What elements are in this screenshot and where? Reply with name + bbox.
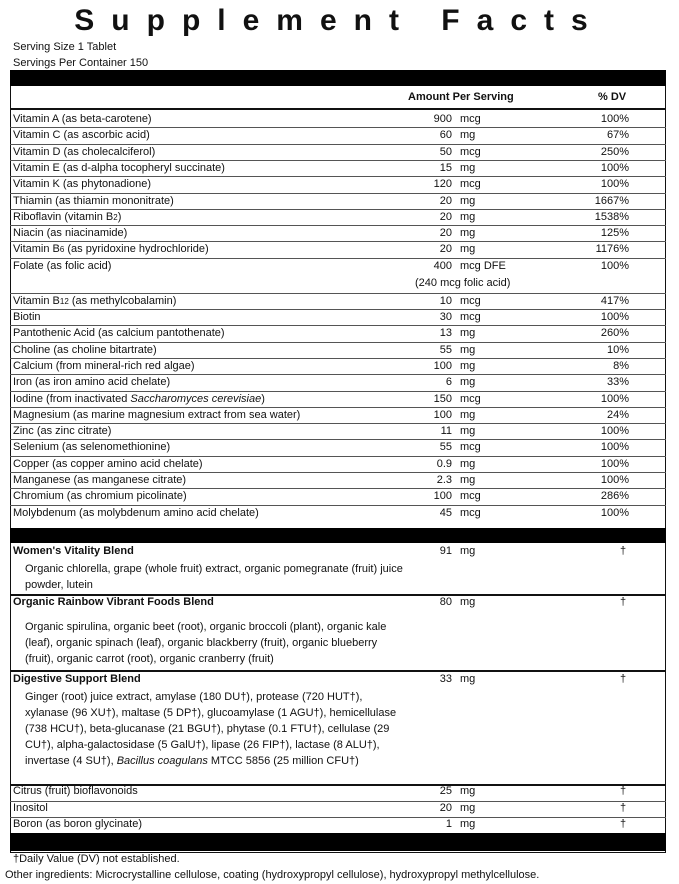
nutrient-unit: mg <box>460 129 476 142</box>
ingredient-amount: 25 <box>439 785 452 797</box>
nutrient-unit: mcg <box>460 178 481 191</box>
dv-header: % DV <box>598 91 627 103</box>
row-divider <box>10 407 666 408</box>
nutrient-amount: 100 <box>433 359 452 372</box>
row-divider <box>10 325 666 326</box>
nutrient-unit: mcg <box>460 490 481 503</box>
blend-amount: 33 <box>439 673 452 685</box>
nutrient-amount: 400 <box>433 259 452 272</box>
nutrient-amount: 0.9 <box>436 457 452 470</box>
nutrient-dv: 100% <box>600 178 629 191</box>
nutrient-dv: 100% <box>600 506 629 519</box>
dagger-symbol: † <box>620 818 627 830</box>
nutrient-unit: mg <box>460 408 476 421</box>
row-divider <box>10 423 666 424</box>
row-divider <box>10 160 666 161</box>
nutrient-unit: mcg <box>460 145 481 158</box>
ingredient-amount: 20 <box>439 801 452 814</box>
nutrient-unit: mcg DFE <box>460 259 506 272</box>
nutrient-dv: 125% <box>600 227 629 240</box>
nutrient-unit: mcg <box>460 441 481 454</box>
nutrient-unit: mcg <box>460 392 481 405</box>
nutrient-unit: mg <box>460 194 476 207</box>
nutrient-dv: 100% <box>600 392 629 405</box>
nutrient-amount: 11 <box>440 425 452 438</box>
nutrient-name: Selenium (as selenomethionine) <box>13 441 171 454</box>
nutrient-unit: mg <box>460 227 476 240</box>
thick-divider <box>10 528 666 543</box>
nutrient-dv: 8% <box>613 359 629 372</box>
ingredient-name: Boron (as boron glycinate) <box>13 818 143 830</box>
nutrient-unit: mg <box>460 425 476 438</box>
nutrient-dv: 1538% <box>594 210 629 223</box>
nutrient-dv: 100% <box>600 259 629 272</box>
nutrient-dv: 33% <box>606 376 629 389</box>
dagger-symbol: † <box>620 801 627 814</box>
row-divider <box>10 293 666 294</box>
nutrient-amount: 6 <box>445 376 452 389</box>
nutrient-name: Magnesium (as marine magnesium extract from sea water) <box>13 408 301 421</box>
row-divider <box>10 456 666 457</box>
nutrient-amount: 45 <box>439 506 452 519</box>
nutrient-unit: mcg <box>460 311 481 323</box>
nutrient-dv: 100% <box>600 161 629 174</box>
blend-name: Women's Vitality Blend <box>13 545 134 557</box>
dagger-symbol: † <box>620 596 627 608</box>
nutrient-dv: 24% <box>606 408 629 421</box>
blend-name: Digestive Support Blend <box>13 673 141 685</box>
row-divider <box>10 505 666 506</box>
nutrient-unit: mg <box>460 343 476 356</box>
blend-description: Organic spirulina, organic beet (root), organic broccoli (plant), organic kale (leaf), organic spinach (leaf), organic blackberry (fruit), organic blueberry (fruit), organic carrot (root), organic cranberry (fruit) <box>25 621 387 665</box>
nutrient-dv: 250% <box>600 145 629 158</box>
nutrient-amount: 100 <box>433 490 452 503</box>
nutrient-amount: 20 <box>439 227 452 240</box>
nutrient-amount: 55 <box>439 441 452 454</box>
nutrient-name: Biotin <box>13 311 41 323</box>
row-divider <box>10 127 666 128</box>
nutrient-unit: mg <box>460 210 476 223</box>
dagger-symbol: † <box>620 545 627 557</box>
nutrient-amount: 900 <box>433 113 452 125</box>
nutrient-name: Folate (as folic acid) <box>13 259 112 272</box>
ingredient-unit: mg <box>460 785 476 797</box>
nutrient-amount: 150 <box>433 392 452 405</box>
nutrient-dv: 100% <box>600 311 629 323</box>
row-divider <box>10 241 666 242</box>
ingredient-name: Citrus (fruit) bioflavonoids <box>13 785 138 797</box>
nutrient-unit: mg <box>460 243 476 256</box>
blend-unit: mg <box>460 673 476 685</box>
nutrient-unit: mg <box>460 359 476 372</box>
nutrient-dv: 10% <box>606 343 629 356</box>
nutrient-amount: 20 <box>439 243 452 256</box>
serving-size: Serving Size 1 Tablet <box>13 41 117 53</box>
dagger-symbol: † <box>620 673 627 685</box>
nutrient-amount: 13 <box>439 327 452 340</box>
blend-description: Organic chlorella, grape (whole fruit) extract, organic pomegranate (fruit) juice powder, lutein <box>25 563 403 591</box>
nutrient-amount: 20 <box>439 210 452 223</box>
nutrient-amount: 20 <box>439 194 452 207</box>
servings-per-container: Servings Per Container 150 <box>13 57 149 69</box>
nutrient-name: Copper (as copper amino acid chelate) <box>13 457 203 470</box>
footnote: †Daily Value (DV) not established. <box>13 853 180 865</box>
nutrient-amount: 2.3 <box>436 474 452 486</box>
nutrient-name: Vitamin B6 (as pyridoxine hydrochloride) <box>13 243 209 256</box>
nutrient-amount: 50 <box>439 145 452 158</box>
nutrient-dv: 100% <box>600 441 629 454</box>
nutrient-dv: 1176% <box>595 243 629 256</box>
row-divider <box>10 176 666 177</box>
blend-name: Organic Rainbow Vibrant Foods Blend <box>13 596 214 608</box>
thick-divider <box>10 70 666 86</box>
other-ingredients: Other ingredients: Microcrystalline cellulose, coating (hydroxypropyl cellulose), hydroxypropyl methylcellulose. <box>5 869 540 881</box>
nutrient-name: Choline (as choline bitartrate) <box>13 343 157 356</box>
blend-divider <box>10 670 666 672</box>
row-divider <box>10 225 666 226</box>
ingredient-amount: 1 <box>445 818 452 830</box>
row-divider <box>10 342 666 343</box>
nutrient-name: Thiamin (as thiamin mononitrate) <box>13 194 174 207</box>
nutrient-unit: mg <box>460 457 476 470</box>
nutrient-name: Vitamin D (as cholecalciferol) <box>13 145 156 158</box>
nutrient-name: Niacin (as niacinamide) <box>13 227 128 240</box>
thick-divider <box>10 833 666 851</box>
row-divider <box>10 258 666 259</box>
nutrient-amount: 15 <box>439 161 452 174</box>
nutrient-name: Zinc (as zinc citrate) <box>13 425 112 438</box>
nutrient-amount: 55 <box>439 343 452 356</box>
blend-amount: 80 <box>439 596 452 608</box>
nutrient-amount: 120 <box>433 178 452 191</box>
nutrient-name: Vitamin B12 (as methylcobalamin) <box>13 294 177 307</box>
nutrient-unit: mcg <box>460 113 481 125</box>
row-divider <box>10 472 666 473</box>
nutrient-name: Calcium (from mineral-rich red algae) <box>13 359 195 372</box>
nutrient-name: Chromium (as chromium picolinate) <box>13 490 187 503</box>
row-divider <box>10 439 666 440</box>
amount-per-serving-header: Amount Per Serving <box>408 91 514 103</box>
nutrient-unit: mcg <box>460 294 481 307</box>
dagger-symbol: † <box>620 785 627 797</box>
nutrient-unit: mcg <box>460 506 481 519</box>
ingredient-unit: mg <box>460 818 476 830</box>
nutrient-unit: mg <box>460 376 476 389</box>
nutrient-sub-amount: (240 mcg folic acid) <box>415 276 511 289</box>
blend-unit: mg <box>460 596 476 608</box>
nutrient-name: Vitamin A (as beta-carotene) <box>13 113 152 125</box>
nutrient-dv: 100% <box>600 425 629 438</box>
nutrient-amount: 60 <box>439 129 452 142</box>
supplement-facts-title: Supplement Facts <box>74 4 605 37</box>
nutrient-amount: 100 <box>433 408 452 421</box>
nutrient-dv: 260% <box>600 327 629 340</box>
nutrient-name: Vitamin C (as ascorbic acid) <box>13 129 150 142</box>
blend-unit: mg <box>460 545 476 557</box>
nutrient-amount: 30 <box>439 311 452 323</box>
nutrient-unit: mg <box>460 161 476 174</box>
row-divider <box>10 209 666 210</box>
nutrient-dv: 100% <box>600 457 629 470</box>
row-divider <box>10 801 666 802</box>
ingredient-unit: mg <box>460 801 476 814</box>
nutrient-amount: 10 <box>439 294 452 307</box>
nutrient-dv: 1667% <box>594 194 629 207</box>
nutrient-dv: 67% <box>606 129 629 142</box>
nutrient-dv: 286% <box>600 490 629 503</box>
row-divider <box>10 144 666 145</box>
nutrient-name: Vitamin K (as phytonadione) <box>13 178 151 191</box>
blend-description: Ginger (root) juice extract, amylase (180 DU†), protease (720 HUT†), xylanase (96 XU†), maltase (5 DP†), glucoamylase (1 AGU†), hemicellulase (738 HCU†), beta-glucanase (21 BGU†), phytase (0.1 FTU†), cellulase (29 CU†), alpha-galactosidase (5 GalU†), lipase (26 FIP†), lactase (8 ALU†), invertase (4 SU†), Bacillus coagulans MTCC 5856 (25 million CFU†) <box>25 691 397 767</box>
row-divider <box>10 488 666 489</box>
nutrient-name: Manganese (as manganese citrate) <box>13 474 187 486</box>
ingredient-name: Inositol <box>13 801 48 814</box>
nutrient-dv: 100% <box>600 113 629 125</box>
nutrient-name: Molybdenum (as molybdenum amino acid chelate) <box>13 506 259 519</box>
nutrient-name: Iron (as iron amino acid chelate) <box>13 376 171 389</box>
nutrient-name: Pantothenic Acid (as calcium pantothenate) <box>13 327 225 340</box>
nutrient-name: Riboflavin (vitamin B2) <box>13 210 122 223</box>
row-divider <box>10 193 666 194</box>
header-divider <box>10 108 666 110</box>
nutrient-unit: mg <box>460 474 476 486</box>
blend-amount: 91 <box>439 545 452 557</box>
row-divider <box>10 391 666 392</box>
nutrient-dv: 100% <box>600 474 629 486</box>
row-divider <box>10 358 666 359</box>
nutrient-name: Iodine (from inactivated Saccharomyces cerevisiae) <box>13 392 265 405</box>
nutrient-name: Vitamin E (as d-alpha tocopheryl succinate) <box>13 161 225 174</box>
row-divider <box>10 309 666 310</box>
nutrient-unit: mg <box>460 327 476 340</box>
nutrient-dv: 417% <box>600 294 629 307</box>
row-divider <box>10 374 666 375</box>
